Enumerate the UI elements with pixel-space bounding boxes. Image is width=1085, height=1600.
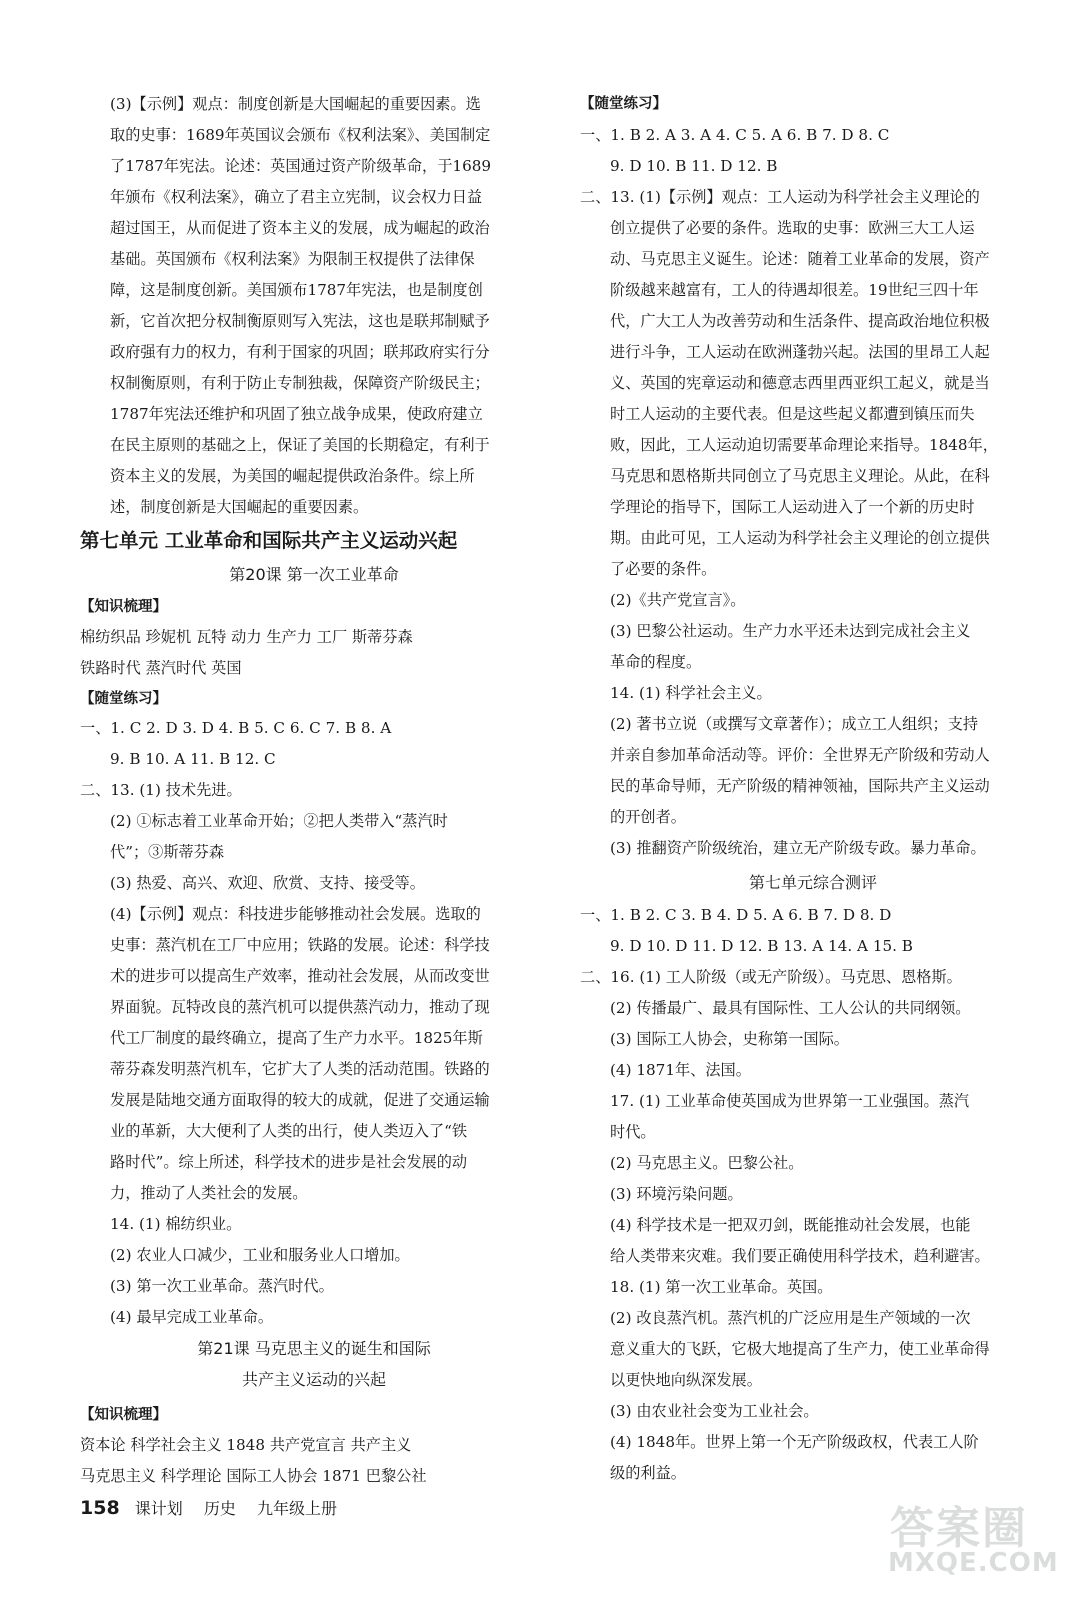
left-text-line: 取的史事：1689年英国议会颁布《权利法案》、美国制定: [110, 126, 491, 144]
right-text-line: 9. D 10. B 11. D 12. B: [610, 157, 778, 175]
right-text-line: (3) 巴黎公社运动。生产力水平还未达到完成社会主义: [610, 622, 971, 640]
left-text-line: 路时代”。综上所述，科学技术的进步是社会发展的动: [110, 1153, 468, 1171]
left-text-line: 基础。英国颁布《权利法案》为限制王权提供了法律保: [110, 250, 475, 268]
right-text-line: (2) 马克思主义。巴黎公社。: [610, 1154, 804, 1172]
left-text-line: 发展是陆地交通方面取得的较大的成就，促进了交通运输: [110, 1091, 490, 1109]
book-subject: 历史: [203, 1499, 236, 1518]
right-text-line: 期。由此可见，工人运动为科学社会主义理论的创立提供: [610, 529, 990, 547]
watermark-url-text: MXQE.COM: [888, 1548, 1059, 1578]
page-number: 158: [80, 1497, 120, 1519]
left-text-line: 第七单元 工业革命和国际共产主义运动兴起: [80, 529, 458, 552]
right-text-line: 民的革命导师，无产阶级的精神领袖，国际共产主义运动: [610, 777, 990, 795]
left-text-line: 代工厂制度的最终确立，提高了生产力水平。1825年斯: [110, 1029, 483, 1047]
left-text-line: 新，它首次把分权制衡原则写入宪法，这也是联邦制赋予: [110, 312, 490, 330]
left-text-line: 第21课 马克思主义的诞生和国际: [197, 1339, 431, 1358]
left-text-line: 代”；③斯蒂芬森: [110, 843, 225, 861]
right-text-line: 了必要的条件。: [610, 560, 717, 578]
right-text-line: 创立提供了必要的条件。选取的史事：欧洲三大工人运: [610, 219, 975, 237]
left-text-line: 棉纺织品 珍妮机 瓦特 动力 生产力 工厂 斯蒂芬森: [80, 628, 413, 646]
left-text-line: 【知识梳理】: [80, 599, 167, 615]
right-text-line: 革命的程度。: [610, 653, 702, 671]
right-text-line: (4) 1871年、法国。: [610, 1061, 751, 1079]
right-text-line: 代，广大工人为改善劳动和生活条件、提高政治地位积极: [610, 312, 990, 330]
left-text-line: 资本主义的发展，为美国的崛起提供政治条件。综上所: [110, 467, 475, 485]
right-text-line: 意义重大的飞跃，它极大地提高了生产力，使工业革命得: [610, 1340, 990, 1358]
right-text-line: 学理论的指导下，国际工人运动进入了一个新的历史时: [610, 498, 975, 516]
left-text-line: 【随堂练习】: [80, 691, 167, 707]
right-text-line: (2) 著书立说（或撰写文章著作）；成立工人组织；支持: [610, 715, 979, 733]
right-text-line: 的开创者。: [610, 808, 686, 826]
right-text-line: (4) 1848年。世界上第一个无产阶级政权，代表工人阶: [610, 1433, 979, 1451]
left-text-line: (2) 农业人口减少，工业和服务业人口增加。: [110, 1246, 410, 1264]
right-text-line: (2) 传播最广、最具有国际性、工人公认的共同纲领。: [610, 999, 971, 1017]
right-text-line: 二、16. (1) 工人阶级（或无产阶级）。马克思、恩格斯。: [580, 968, 962, 986]
left-text-line: 术的进步可以提高生产效率，推动社会发展，从而改变世: [110, 967, 490, 985]
right-text-line: (3) 由农业社会变为工业社会。: [610, 1402, 819, 1420]
right-text-line: 义、英国的宪章运动和德意志西里西亚织工起义，就是当: [610, 374, 990, 392]
left-text-line: 述，制度创新是大国崛起的重要因素。: [110, 498, 369, 516]
left-text-line: 第20课 第一次工业革命: [229, 565, 399, 584]
right-text-line: (3) 推翻资产阶级统治，建立无产阶级专政。暴力革命。: [610, 839, 986, 857]
right-text-line: 9. D 10. D 11. D 12. B 13. A 14. A 15. B: [610, 937, 913, 955]
left-text-line: 马克思主义 科学理论 国际工人协会 1871 巴黎公社: [80, 1467, 427, 1485]
right-text-line: 一、1. B 2. C 3. B 4. D 5. A 6. B 7. D 8. D: [580, 906, 892, 924]
left-text-line: (3)【示例】观点：制度创新是大国崛起的重要因素。选: [110, 95, 481, 113]
right-text-line: (2)《共产党宣言》。: [610, 591, 746, 609]
right-text-line: 时代。: [610, 1123, 656, 1141]
right-text-line: 给人类带来灾难。我们要正确使用科学技术，趋利避害。: [610, 1247, 990, 1265]
right-text-line: 并亲自参加革命活动等。评价：全世界无产阶级和劳动人: [610, 746, 990, 764]
left-text-line: 年颁布《权利法案》，确立了君主立宪制，议会权力日益: [110, 188, 483, 206]
left-text-line: 政府强有力的权力，有利于国家的巩固；联邦政府实行分: [110, 343, 490, 361]
left-text-line: 了1787年宪法。论述：英国通过资产阶级革命，于1689: [110, 157, 492, 175]
left-text-line: 蒂芬森发明蒸汽机车，它扩大了人类的活动范围。铁路的: [110, 1060, 490, 1078]
left-text-line: 在民主原则的基础之上，保证了美国的长期稳定，有利于: [110, 436, 490, 454]
left-text-line: (3) 热爱、高兴、欢迎、欣赏、支持、接受等。: [110, 874, 425, 892]
left-text-line: 二、13. (1) 技术先进。: [80, 781, 242, 799]
left-text-line: 共产主义运动的兴起: [241, 1370, 386, 1389]
right-text-line: 以更快地向纵深发展。: [610, 1371, 762, 1389]
left-text-line: 铁路时代 蒸汽时代 英国: [80, 659, 242, 677]
left-text-line: (4) 最早完成工业革命。: [110, 1308, 274, 1326]
left-text-line: 超过国王，从而促进了资本主义的发展，成为崛起的政治: [110, 219, 490, 237]
right-text-line: 马克思和恩格斯共同创立了马克思主义理论。从此，在科: [610, 467, 990, 485]
left-text-line: (4)【示例】观点：科技进步能够推动社会发展。选取的: [110, 905, 481, 923]
book-grade: 九年级上册: [256, 1499, 337, 1518]
right-text-line: 【随堂练习】: [580, 96, 667, 112]
left-text-line: 界面貌。瓦特改良的蒸汽机可以提供蒸汽动力，推动了现: [110, 998, 490, 1016]
left-text-line: 资本论 科学社会主义 1848 共产党宣言 共产主义: [80, 1436, 412, 1454]
right-text-line: (3) 国际工人协会，史称第一国际。: [610, 1030, 849, 1048]
right-text-line: 进行斗争，工人运动在欧洲蓬勃兴起。法国的里昂工人起: [610, 343, 990, 361]
right-text-line: 动、马克思主义诞生。论述：随着工业革命的发展，资产: [610, 250, 990, 268]
right-text-line: 18. (1) 第一次工业革命。英国。: [610, 1278, 833, 1296]
right-text-line: 级的利益。: [610, 1464, 686, 1482]
page-footer: [80, 1496, 353, 1519]
right-text-line: (3) 环境污染问题。: [610, 1185, 743, 1203]
watermark-main-text: 答案圈: [890, 1503, 1028, 1554]
left-text-line: 9. B 10. A 11. B 12. C: [110, 750, 276, 768]
right-text-line: 阶级越来越富有，工人的待遇却很差。19世纪三四十年: [610, 281, 979, 299]
left-text-line: 一、1. C 2. D 3. D 4. B 5. C 6. C 7. B 8. A: [80, 719, 392, 737]
left-text-line: 业的革新，大大便利了人类的出行，使人类迈入了“铁: [110, 1122, 468, 1140]
right-text-line: 二、13. (1)【示例】观点：工人运动为科学社会主义理论的: [580, 188, 980, 206]
right-text-line: 第七单元综合测评: [748, 873, 877, 892]
left-text-line: 史事：蒸汽机在工厂中应用；铁路的发展。论述：科学技: [110, 936, 490, 954]
right-text-line: 17. (1) 工业革命使英国成为世界第一工业强国。蒸汽: [610, 1092, 970, 1110]
right-text-line: 14. (1) 科学社会主义。: [610, 684, 772, 702]
right-text-line: 败，因此，工人运动迫切需要革命理论来指导。1848年，: [610, 436, 998, 454]
left-text-line: 14. (1) 棉纺织业。: [110, 1215, 242, 1233]
left-text-line: 障，这是制度创新。美国颁布1787年宪法，也是制度创: [110, 281, 483, 299]
book-series: 课计划: [134, 1499, 183, 1518]
left-text-line: (2) ①标志着工业革命开始；②把人类带入“蒸汽时: [110, 812, 448, 830]
left-text-line: 权制衡原则，有利于防止专制独裁，保障资产阶级民主；: [110, 374, 490, 392]
right-text-line: 时工人运动的主要代表。但是这些起义都遭到镇压而失: [610, 405, 975, 423]
watermark-logo: [880, 1490, 1060, 1585]
left-text-line: (3) 第一次工业革命。蒸汽时代。: [110, 1277, 334, 1295]
left-text-line: 力，推动了人类社会的发展。: [110, 1184, 308, 1202]
right-text-line: (2) 改良蒸汽机。蒸汽机的广泛应用是生产领域的一次: [610, 1309, 971, 1327]
right-text-line: (4) 科学技术是一把双刃剑，既能推动社会发展，也能: [610, 1216, 971, 1234]
right-text-line: 一、1. B 2. A 3. A 4. C 5. A 6. B 7. D 8. C: [580, 126, 890, 144]
left-text-line: 【知识梳理】: [80, 1407, 167, 1423]
left-text-line: 1787年宪法还维护和巩固了独立战争成果，使政府建立: [110, 405, 483, 423]
